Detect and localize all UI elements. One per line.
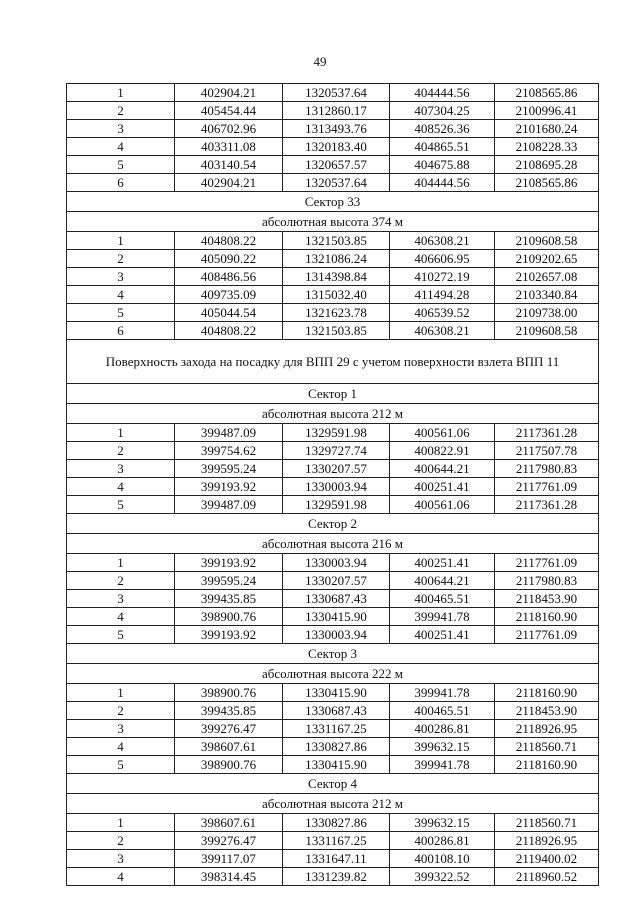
x-msk-cell: 399487.09 — [175, 424, 283, 442]
x-alt-cell: 406539.52 — [390, 304, 495, 322]
y-alt-cell: 2103340.84 — [495, 286, 599, 304]
x-msk-cell: 398314.45 — [175, 868, 283, 886]
y-alt-cell: 2118160.90 — [495, 608, 599, 626]
y-msk-cell: 1321623.78 — [283, 304, 390, 322]
y-alt-cell: 2118926.95 — [495, 720, 599, 738]
table-row — [67, 232, 599, 250]
y-alt-cell: 2102657.08 — [495, 268, 599, 286]
y-msk-cell: 1330687.43 — [283, 590, 390, 608]
point-number-cell: 3 — [67, 460, 175, 478]
x-alt-cell: 406308.21 — [390, 322, 495, 340]
x-alt-cell: 399322.52 — [390, 868, 495, 886]
x-alt-cell: 400561.06 — [390, 424, 495, 442]
y-alt-cell: 2118453.90 — [495, 702, 599, 720]
point-number-cell: 2 — [67, 702, 175, 720]
table-row — [67, 268, 599, 286]
y-alt-cell: 2117980.83 — [495, 572, 599, 590]
point-number-cell: 1 — [67, 84, 175, 102]
y-msk-cell: 1331239.82 — [283, 868, 390, 886]
table-row — [67, 120, 599, 138]
sector-title: Сектор 2 — [67, 514, 599, 534]
sector-title: Сектор 33 — [67, 192, 599, 212]
sector-title: Сектор 1 — [67, 384, 599, 404]
y-msk-cell: 1321503.85 — [283, 322, 390, 340]
sector-altitude: абсолютная высота 212 м — [67, 794, 599, 814]
x-alt-cell: 400251.41 — [390, 554, 495, 572]
y-alt-cell: 2109608.58 — [495, 232, 599, 250]
table-row — [67, 626, 599, 644]
table-row — [67, 322, 599, 340]
y-alt-cell: 2118453.90 — [495, 590, 599, 608]
y-msk-cell: 1321086.24 — [283, 250, 390, 268]
point-number-cell: 5 — [67, 756, 175, 774]
table-row — [67, 756, 599, 774]
y-msk-cell: 1315032.40 — [283, 286, 390, 304]
y-alt-cell: 2117361.28 — [495, 496, 599, 514]
sector-title-row — [67, 514, 599, 534]
x-msk-cell: 406702.96 — [175, 120, 283, 138]
x-alt-cell: 400251.41 — [390, 626, 495, 644]
sector-altitude-row — [67, 404, 599, 424]
point-number-cell: 4 — [67, 478, 175, 496]
x-msk-cell: 399487.09 — [175, 496, 283, 514]
point-number-cell: 2 — [67, 250, 175, 268]
point-number-cell: 3 — [67, 268, 175, 286]
y-alt-cell: 2119400.02 — [495, 850, 599, 868]
table-row — [67, 572, 599, 590]
y-msk-cell: 1331647.11 — [283, 850, 390, 868]
x-alt-cell: 400251.41 — [390, 478, 495, 496]
y-msk-cell: 1331167.25 — [283, 720, 390, 738]
section-title-row — [67, 340, 599, 384]
x-msk-cell: 398900.76 — [175, 756, 283, 774]
table-row — [67, 286, 599, 304]
x-alt-cell: 400822.91 — [390, 442, 495, 460]
sector-title-row — [67, 644, 599, 664]
y-msk-cell: 1330687.43 — [283, 702, 390, 720]
x-alt-cell: 406606.95 — [390, 250, 495, 268]
x-msk-cell: 402904.21 — [175, 84, 283, 102]
y-msk-cell: 1330415.90 — [283, 608, 390, 626]
y-msk-cell: 1330003.94 — [283, 478, 390, 496]
table-row — [67, 478, 599, 496]
x-msk-cell: 403140.54 — [175, 156, 283, 174]
x-msk-cell: 399193.92 — [175, 478, 283, 496]
x-alt-cell: 400561.06 — [390, 496, 495, 514]
table-row — [67, 156, 599, 174]
point-number-cell: 2 — [67, 832, 175, 850]
x-msk-cell: 405044.54 — [175, 304, 283, 322]
x-alt-cell: 399941.78 — [390, 608, 495, 626]
table-row — [67, 684, 599, 702]
y-alt-cell: 2118926.95 — [495, 832, 599, 850]
x-msk-cell: 402904.21 — [175, 174, 283, 192]
point-number-cell: 1 — [67, 424, 175, 442]
table-row — [67, 84, 599, 102]
point-number-cell: 4 — [67, 286, 175, 304]
y-msk-cell: 1330415.90 — [283, 684, 390, 702]
table-row — [67, 720, 599, 738]
coordinates-table-body — [67, 84, 599, 886]
y-msk-cell: 1330207.57 — [283, 460, 390, 478]
y-msk-cell: 1329591.98 — [283, 496, 390, 514]
x-alt-cell: 406308.21 — [390, 232, 495, 250]
point-number-cell: 3 — [67, 850, 175, 868]
point-number-cell: 5 — [67, 304, 175, 322]
y-msk-cell: 1330415.90 — [283, 756, 390, 774]
point-number-cell: 4 — [67, 738, 175, 756]
x-alt-cell: 404865.51 — [390, 138, 495, 156]
x-msk-cell: 404808.22 — [175, 232, 283, 250]
x-msk-cell: 398607.61 — [175, 738, 283, 756]
y-alt-cell: 2109608.58 — [495, 322, 599, 340]
table-row — [67, 460, 599, 478]
y-alt-cell: 2108228.33 — [495, 138, 599, 156]
y-msk-cell: 1321503.85 — [283, 232, 390, 250]
y-msk-cell: 1330003.94 — [283, 626, 390, 644]
y-alt-cell: 2109202.65 — [495, 250, 599, 268]
sector-altitude-row — [67, 664, 599, 684]
table-row — [67, 702, 599, 720]
sector-altitude-row — [67, 794, 599, 814]
x-alt-cell: 400286.81 — [390, 720, 495, 738]
y-alt-cell: 2118560.71 — [495, 738, 599, 756]
table-row — [67, 590, 599, 608]
x-alt-cell: 404675.88 — [390, 156, 495, 174]
y-msk-cell: 1320537.64 — [283, 84, 390, 102]
y-alt-cell: 2118960.52 — [495, 868, 599, 886]
x-alt-cell: 400644.21 — [390, 460, 495, 478]
sector-altitude-row — [67, 212, 599, 232]
point-number-cell: 1 — [67, 232, 175, 250]
point-number-cell: 6 — [67, 174, 175, 192]
sector-title: Сектор 4 — [67, 774, 599, 794]
x-msk-cell: 398607.61 — [175, 814, 283, 832]
table-row — [67, 814, 599, 832]
table-row — [67, 868, 599, 886]
x-msk-cell: 399435.85 — [175, 590, 283, 608]
x-msk-cell: 405454.44 — [175, 102, 283, 120]
table-row — [67, 102, 599, 120]
x-msk-cell: 398900.76 — [175, 684, 283, 702]
y-alt-cell: 2117361.28 — [495, 424, 599, 442]
y-alt-cell: 2101680.24 — [495, 120, 599, 138]
point-number-cell: 1 — [67, 684, 175, 702]
table-row — [67, 738, 599, 756]
y-alt-cell: 2100996.41 — [495, 102, 599, 120]
coordinates-table — [66, 83, 599, 886]
y-alt-cell: 2108565.86 — [495, 174, 599, 192]
x-msk-cell: 399595.24 — [175, 572, 283, 590]
x-alt-cell: 400465.51 — [390, 702, 495, 720]
y-msk-cell: 1320657.57 — [283, 156, 390, 174]
x-msk-cell: 399117.07 — [175, 850, 283, 868]
y-msk-cell: 1313493.76 — [283, 120, 390, 138]
table-row — [67, 138, 599, 156]
point-number-cell: 5 — [67, 496, 175, 514]
point-number-cell: 6 — [67, 322, 175, 340]
sector-title: Сектор 3 — [67, 644, 599, 664]
y-msk-cell: 1330827.86 — [283, 814, 390, 832]
y-msk-cell: 1320537.64 — [283, 174, 390, 192]
x-msk-cell: 409735.09 — [175, 286, 283, 304]
point-number-cell: 4 — [67, 608, 175, 626]
x-alt-cell: 400286.81 — [390, 832, 495, 850]
y-alt-cell: 2117980.83 — [495, 460, 599, 478]
page-number: 49 — [313, 54, 327, 69]
x-alt-cell: 399632.15 — [390, 814, 495, 832]
x-msk-cell: 399435.85 — [175, 702, 283, 720]
sector-altitude: абсолютная высота 374 м — [67, 212, 599, 232]
y-msk-cell: 1314398.84 — [283, 268, 390, 286]
sector-altitude: абсолютная высота 216 м — [67, 534, 599, 554]
x-alt-cell: 408526.36 — [390, 120, 495, 138]
x-msk-cell: 399754.62 — [175, 442, 283, 460]
point-number-cell: 1 — [67, 554, 175, 572]
point-number-cell: 4 — [67, 868, 175, 886]
y-alt-cell: 2108565.86 — [495, 84, 599, 102]
sector-title-row — [67, 192, 599, 212]
point-number-cell: 3 — [67, 720, 175, 738]
table-row — [67, 304, 599, 322]
y-msk-cell: 1329727.74 — [283, 442, 390, 460]
sector-altitude: абсолютная высота 222 м — [67, 664, 599, 684]
y-alt-cell: 2108695.28 — [495, 156, 599, 174]
table-row — [67, 608, 599, 626]
x-msk-cell: 399276.47 — [175, 720, 283, 738]
x-msk-cell: 404808.22 — [175, 322, 283, 340]
section-title: Поверхность захода на посадку для ВПП 29 с учетом поверхности взлета ВПП 11 — [67, 340, 599, 384]
point-number-cell: 4 — [67, 138, 175, 156]
x-alt-cell: 411494.28 — [390, 286, 495, 304]
y-alt-cell: 2117761.09 — [495, 478, 599, 496]
table-row — [67, 554, 599, 572]
x-msk-cell: 405090.22 — [175, 250, 283, 268]
x-msk-cell: 399595.24 — [175, 460, 283, 478]
x-alt-cell: 400108.10 — [390, 850, 495, 868]
y-msk-cell: 1331167.25 — [283, 832, 390, 850]
y-alt-cell: 2117507.78 — [495, 442, 599, 460]
sector-altitude-row — [67, 534, 599, 554]
x-msk-cell: 399276.47 — [175, 832, 283, 850]
x-alt-cell: 399632.15 — [390, 738, 495, 756]
table-row — [67, 850, 599, 868]
y-alt-cell: 2117761.09 — [495, 554, 599, 572]
y-msk-cell: 1329591.98 — [283, 424, 390, 442]
sector-title-row — [67, 774, 599, 794]
table-row — [67, 832, 599, 850]
point-number-cell: 1 — [67, 814, 175, 832]
y-alt-cell: 2117761.09 — [495, 626, 599, 644]
x-alt-cell: 404444.56 — [390, 174, 495, 192]
point-number-cell: 5 — [67, 626, 175, 644]
y-msk-cell: 1312860.17 — [283, 102, 390, 120]
table-row — [67, 442, 599, 460]
x-alt-cell: 410272.19 — [390, 268, 495, 286]
y-msk-cell: 1330827.86 — [283, 738, 390, 756]
y-alt-cell: 2118160.90 — [495, 684, 599, 702]
point-number-cell: 2 — [67, 442, 175, 460]
table-row — [67, 496, 599, 514]
point-number-cell: 2 — [67, 572, 175, 590]
x-alt-cell: 400644.21 — [390, 572, 495, 590]
point-number-cell: 2 — [67, 102, 175, 120]
x-alt-cell: 399941.78 — [390, 684, 495, 702]
y-msk-cell: 1320183.40 — [283, 138, 390, 156]
sector-title-row — [67, 384, 599, 404]
x-msk-cell: 399193.92 — [175, 626, 283, 644]
x-msk-cell: 403311.08 — [175, 138, 283, 156]
x-alt-cell: 407304.25 — [390, 102, 495, 120]
y-msk-cell: 1330003.94 — [283, 554, 390, 572]
x-msk-cell: 399193.92 — [175, 554, 283, 572]
point-number-cell: 3 — [67, 120, 175, 138]
y-alt-cell: 2109738.00 — [495, 304, 599, 322]
point-number-cell: 5 — [67, 156, 175, 174]
x-alt-cell: 400465.51 — [390, 590, 495, 608]
table-row — [67, 424, 599, 442]
x-alt-cell: 399941.78 — [390, 756, 495, 774]
y-alt-cell: 2118160.90 — [495, 756, 599, 774]
x-alt-cell: 404444.56 — [390, 84, 495, 102]
table-row — [67, 250, 599, 268]
point-number-cell: 3 — [67, 590, 175, 608]
table-row — [67, 174, 599, 192]
y-alt-cell: 2118560.71 — [495, 814, 599, 832]
x-msk-cell: 408486.56 — [175, 268, 283, 286]
sector-altitude: абсолютная высота 212 м — [67, 404, 599, 424]
x-msk-cell: 398900.76 — [175, 608, 283, 626]
y-msk-cell: 1330207.57 — [283, 572, 390, 590]
